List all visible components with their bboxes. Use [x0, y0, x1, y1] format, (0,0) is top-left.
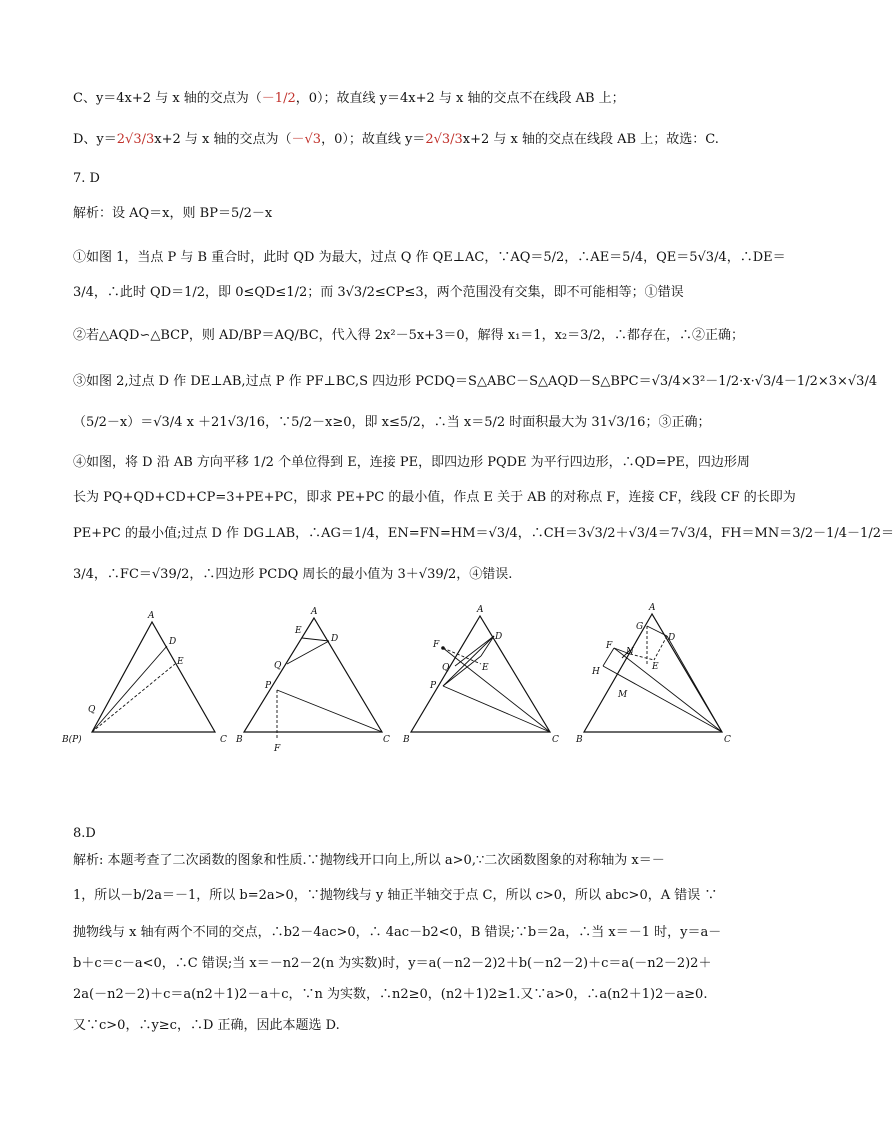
label-q: Q	[88, 705, 96, 715]
q7-case-3-line-1: ③如图 2,过点 D 作 DE⊥AB,过点 P 作 PF⊥BC,S 四边形 PCDQ＝S△ABC－S△AQD－S△BPC＝√3/4×3²－1/2·x·√3/4－1/2×3×√3/4	[73, 374, 878, 389]
q8-line-4: b＋c＝c－a<0，∴C 错误;当 x＝－n2－2(n 为实数)时，y＝a(－n2－2)2＋b(－n2－2)＋c＝a(－n2－2)2＋	[73, 956, 712, 971]
text-line-d-option	[73, 131, 719, 149]
highlight-value: 2√3/3	[425, 132, 463, 147]
label-c: C	[220, 735, 227, 745]
figure-4	[570, 604, 745, 753]
segment-bd	[92, 646, 167, 732]
label-g: G	[636, 622, 644, 632]
label-h: H	[592, 667, 600, 677]
label-a: A	[311, 607, 318, 617]
segment-dc	[667, 636, 722, 732]
figure-2	[232, 604, 402, 758]
label-f: F	[274, 744, 281, 754]
label-e: E	[482, 663, 489, 673]
label-p: P	[265, 681, 272, 691]
segment-pd	[443, 636, 494, 686]
q7-case-1-line-1: ①如图 1，当点 P 与 B 重合时，此时 QD 为最大，过点 Q 作 QE⊥AC，∵AQ＝5/2，∴AE＝5/4，QE＝5√3/4，∴DE＝	[73, 250, 786, 265]
label-f: F	[606, 641, 613, 651]
figure-3-svg	[397, 604, 572, 749]
text-segment: ，0）；故直线 y＝	[321, 132, 426, 147]
highlight-value: 2√3/3	[116, 132, 155, 147]
q7-case-3-line-2: （5/2－x）＝√3/4 x ＋21√3/16，∵5/2－x≥0，即 x≤5/2，∴当 x＝5/2 时面积最大为 31√3/16；③正确；	[73, 415, 711, 430]
label-m: M	[618, 690, 628, 700]
q8-line-5: 2a(－n2－2)＋c＝a(n2＋1)2－a＋c，∵n 为实数，∴n2≥0，(n2＋1)2≥1.又∵a>0，∴a(n2＋1)2－a≥0.	[73, 987, 708, 1002]
label-q: Q	[274, 661, 282, 671]
q7-case-4-line-2: 长为 PQ+QD+CD+CP=3+PE+PC，即求 PE+PC 的最小值，作点 E 关于 AB 的对称点 F，连接 CF，线段 CF 的长即为	[73, 490, 796, 505]
highlight-value: －1/2	[261, 91, 296, 106]
label-bp: B(P)	[62, 735, 82, 745]
segment-ed	[302, 638, 329, 641]
figure-1-svg	[60, 604, 240, 749]
triangle-abc	[244, 618, 382, 732]
label-e: E	[295, 626, 302, 636]
segment-qe-dashed	[92, 664, 175, 732]
figure-3	[397, 604, 572, 753]
triangle-abc	[411, 616, 550, 732]
q8-line-2: 1，所以－b/2a＝－1，所以 b=2a>0，∵抛物线与 y 轴正半轴交于点 C，所以 c>0，所以 abc>0，A 错误 ∵	[73, 888, 718, 903]
q7-case-4-line-3: PE+PC 的最小值;过点 D 作 DG⊥AB，∴AG＝1/4，EN=FN=HM＝√3/4，∴CH＝3√3/2＋√3/4＝7√3/4，FH＝MN＝3/2－1/4－1/2＝	[73, 526, 894, 541]
figure-2-svg	[232, 604, 402, 754]
question-8-heading: 8.D	[73, 826, 96, 841]
q7-case-2: ②若△AQD∽△BCP，则 AD/BP＝AQ/BC，代入得 2x²－5x+3＝0，解得 x₁＝1，x₂＝3/2，∴都存在，∴②正确；	[73, 328, 745, 343]
q8-line-3: 抛物线与 x 轴有两个不同的交点，∴b2－4ac>0，∴ 4ac－b2<0，B 错误;∵b＝2a，∴当 x＝－1 时，y＝a－	[73, 925, 722, 940]
label-b: B	[236, 735, 243, 745]
label-e: E	[652, 662, 659, 672]
segment-pc	[277, 690, 382, 732]
q7-case-4-line-1: ④如图，将 D 沿 AB 方向平移 1/2 个单位得到 E，连接 PE，即四边形 PQDE 为平行四边形，∴QD=PE，四边形周	[73, 455, 750, 470]
label-a: A	[477, 605, 484, 615]
segment-de	[481, 636, 494, 656]
text-segment: ，0）；故直线 y＝4x+2 与 x 轴的交点不在线段 AB 上；	[295, 91, 625, 106]
q7-case-4-line-4: 3/4，∴FC＝√39/2，∴四边形 PCDQ 周长的最小值为 3＋√39/2，④错误.	[73, 567, 513, 582]
label-d: D	[668, 633, 676, 643]
q7-analysis-intro: 解析：设 AQ＝x，则 BP＝5/2－x	[73, 206, 273, 221]
highlight-value: －√3	[291, 132, 322, 147]
label-d: D	[169, 637, 177, 647]
label-a: A	[649, 603, 656, 613]
label-a: A	[148, 611, 155, 621]
triangle-abc	[92, 622, 215, 732]
text-segment: D、y＝	[73, 132, 117, 147]
label-p: P	[430, 681, 437, 691]
question-7-heading: 7. D	[73, 171, 100, 186]
label-b: B	[403, 735, 410, 745]
segment-gd	[647, 626, 667, 636]
label-e: E	[177, 657, 184, 667]
segment-de-dashed	[654, 636, 667, 660]
figure-1	[60, 604, 240, 753]
segment-pc	[443, 686, 550, 732]
label-q: Q	[442, 663, 450, 673]
label-c: C	[724, 735, 731, 745]
q7-case-1-line-2: 3/4，∴此时 QD＝1/2，即 0≤QD≤1/2；而 3√3/2≤CP≤3，两个范围没有交集，即不可能相等；①错误	[73, 285, 684, 300]
text-segment: x+2 与 x 轴的交点为（	[154, 132, 292, 147]
point-f	[441, 646, 445, 650]
q8-line-6: 又∵c>0，∴y≥c，∴D 正确，因此本题选 D.	[73, 1018, 340, 1033]
label-d: D	[331, 634, 339, 644]
label-f: F	[433, 640, 440, 650]
triangle-abc	[584, 614, 722, 732]
label-n: N	[626, 647, 634, 657]
label-c: C	[552, 735, 559, 745]
label-b: B	[576, 735, 583, 745]
q8-line-1: 解析: 本题考查了二次函数的图象和性质.∵抛物线开口向上,所以 a>0,∵二次函数图象的对称轴为 x＝－	[73, 853, 665, 868]
segment-fc	[614, 648, 722, 732]
figure-4-svg	[570, 604, 745, 749]
label-c: C	[383, 735, 390, 745]
text-segment: x+2 与 x 轴的交点在线段 AB 上；故选：C.	[462, 132, 719, 147]
label-d: D	[495, 632, 503, 642]
text-line-c-option	[73, 90, 625, 108]
segment-fc	[443, 648, 550, 732]
text-segment: C、y＝4x+2 与 x 轴的交点为（	[73, 91, 262, 106]
